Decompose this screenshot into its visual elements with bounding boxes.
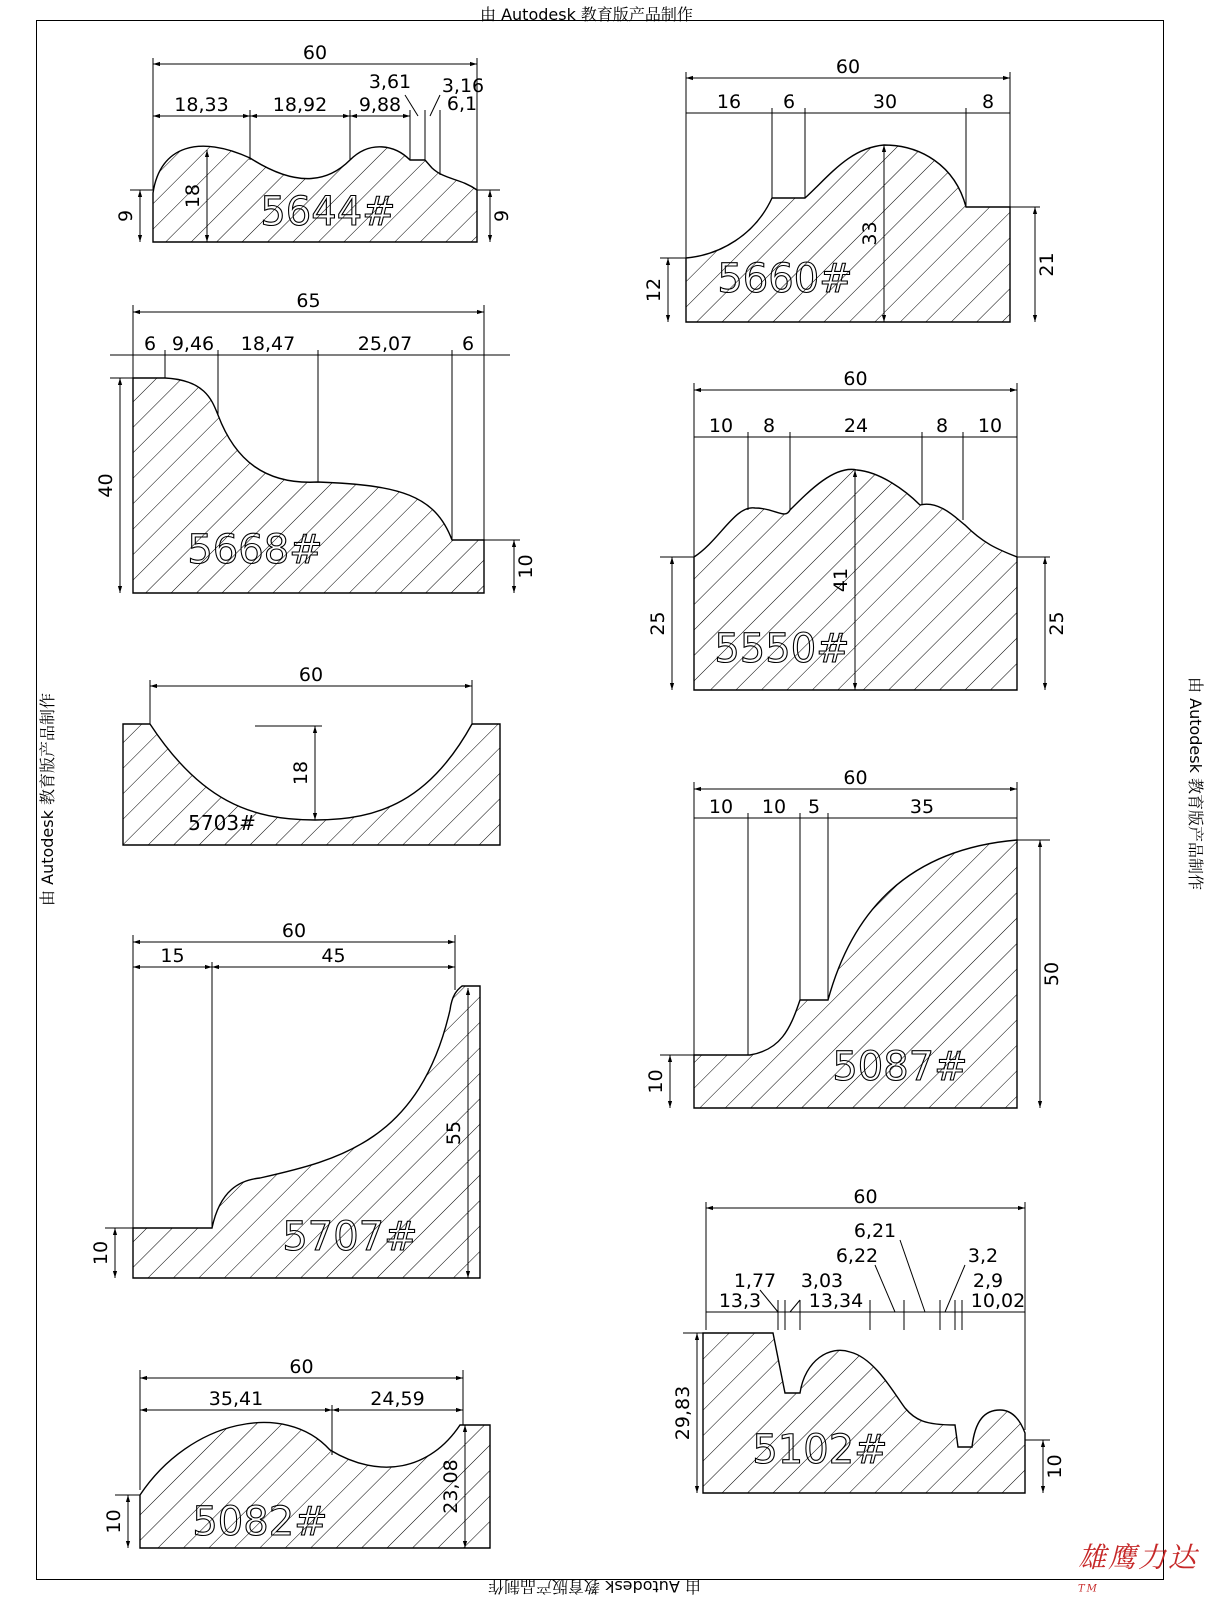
profile-5102-label: 5102#	[752, 1427, 888, 1473]
dim-5644-1892-text: 18,92	[272, 94, 328, 116]
dim-5102-1334-text: 13,34	[808, 1290, 864, 1312]
watermark-bottom: 由 Autodesk 教育版产品制作	[488, 1577, 701, 1596]
dim-5660-60-text: 60	[835, 56, 861, 78]
lead-5644-b	[430, 95, 440, 116]
dim-5082-2459-text: 24,59	[370, 1388, 425, 1410]
dim-5668-946-text: 9,46	[171, 333, 215, 355]
dim-5644-988-text: 9,88	[358, 94, 402, 116]
dim-5082-60-text: 60	[289, 1356, 314, 1378]
dim-5102-1002-text: 10,02	[970, 1290, 1026, 1312]
dim-5082-3541-text: 35,41	[208, 1388, 264, 1410]
dim-5550-25l-text: 25	[647, 611, 669, 636]
trademark-mark: TM	[1078, 1583, 1099, 1595]
profile-5668-label: 5668#	[187, 527, 323, 573]
dim-5102-177-text: 1,77	[733, 1270, 777, 1292]
watermark-left: 由 Autodesk 教育版产品制作	[37, 693, 57, 906]
dim-5707-45-text: 45	[321, 945, 346, 967]
dim-5644-9r-text: 9	[491, 209, 513, 223]
profile-5550-label: 5550#	[714, 626, 850, 672]
dim-5707-60-text: 60	[281, 920, 307, 942]
dim-5660-21-text: 21	[1036, 252, 1058, 277]
dim-5668-6a-text: 6	[143, 333, 157, 355]
lead-5102-c	[875, 1265, 895, 1312]
lead-5644-a	[405, 95, 418, 116]
brand-logo-text: 雄鹰力达	[1078, 1541, 1199, 1574]
dim-5550-41-text: 41	[830, 567, 852, 593]
dim-5087-60-text: 60	[843, 767, 868, 789]
dim-5082-2308-text: 23,08	[440, 1459, 462, 1514]
dim-5644-18-text: 18	[182, 183, 204, 209]
dim-5668-65-text: 65	[296, 290, 321, 312]
dim-5087-35-text: 35	[909, 796, 935, 818]
dim-5102-621-text: 6,21	[853, 1220, 897, 1242]
dim-5644-60-text: 60	[302, 42, 328, 64]
dim-5082-10-text: 10	[103, 1509, 125, 1534]
dim-5707-15-text: 15	[160, 945, 185, 967]
dim-5550-8b-text: 8	[935, 415, 949, 437]
dim-5644-1833-text: 18,33	[174, 94, 229, 116]
dim-5707-10-text: 10	[90, 1240, 112, 1266]
dim-5668-6b-text: 6	[461, 333, 475, 355]
dim-5102-133-text: 13,3	[718, 1290, 762, 1312]
dim-5644-9l-text: 9	[115, 209, 137, 223]
lead-5102-b	[790, 1300, 800, 1312]
watermark-right: 由 Autodesk 教育版产品制作	[1185, 677, 1205, 890]
dim-5550-10a-text: 10	[708, 415, 734, 437]
dim-5102-60-text: 60	[853, 1186, 878, 1208]
dim-5707-55-text: 55	[443, 1120, 465, 1146]
dim-5102-2983-text: 29,83	[672, 1385, 694, 1441]
dim-5703-60-text: 60	[298, 664, 324, 686]
dim-5660-30-text: 30	[872, 91, 898, 113]
dim-5087-5-text: 5	[807, 796, 821, 818]
profile-5644-label: 5644#	[260, 189, 396, 235]
dim-5550-25r-text: 25	[1046, 611, 1068, 636]
dim-5668-40-text: 40	[95, 473, 117, 498]
dim-5550-8a-text: 8	[762, 415, 776, 437]
dim-5644-61-text: 6,1	[446, 93, 478, 115]
profile-5082-label: 5082#	[192, 1499, 328, 1545]
dim-5087-10b-text: 10	[761, 796, 787, 818]
profile-5703-label: 5703#	[188, 811, 256, 835]
dim-5102-303-text: 3,03	[800, 1270, 844, 1292]
dim-5102-32-text: 3,2	[967, 1245, 999, 1267]
dim-5550-60-text: 60	[843, 368, 868, 390]
dim-5102-622-text: 6,22	[835, 1245, 879, 1267]
dim-5550-10b-text: 10	[977, 415, 1003, 437]
dim-5644-316-text: 3,16	[441, 75, 485, 97]
dim-5660-8-text: 8	[981, 91, 995, 113]
dim-5660-12-text: 12	[643, 277, 665, 303]
dim-5087-10-text: 10	[645, 1069, 667, 1094]
dim-5102-10-text: 10	[1044, 1454, 1066, 1479]
profile-5660-label: 5660#	[717, 256, 853, 302]
dim-5660-16-text: 16	[716, 91, 742, 113]
dim-5668-2507-text: 25,07	[357, 333, 413, 355]
dim-5087-10a-text: 10	[708, 796, 734, 818]
dim-5102-29-text: 2,9	[972, 1270, 1004, 1292]
dim-5550-24-text: 24	[843, 415, 869, 437]
dim-5087-50-text: 50	[1041, 961, 1063, 987]
dim-5668-1847-text: 18,47	[240, 333, 296, 355]
lead-5102-a	[760, 1290, 778, 1312]
profile-5707-label: 5707#	[282, 1214, 418, 1260]
dim-5660-6-text: 6	[782, 91, 796, 113]
watermark-top: 由 Autodesk 教育版产品制作	[480, 5, 693, 24]
dim-5644-361-text: 3,61	[368, 71, 412, 93]
profile-5087-label: 5087#	[832, 1044, 968, 1090]
dim-5668-10-text: 10	[515, 554, 537, 579]
dim-5660-33-text: 33	[859, 221, 881, 246]
dim-5703-18-text: 18	[290, 760, 312, 786]
